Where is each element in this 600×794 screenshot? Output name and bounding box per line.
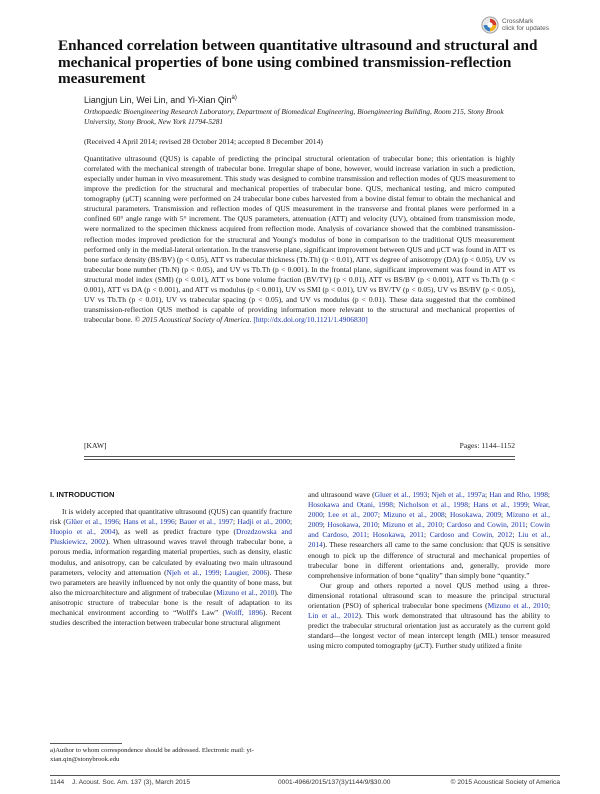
citation-link[interactable]: Mizuno et al., 2008 <box>383 510 445 520</box>
citation-link[interactable]: Njeh et al., 1997a <box>431 490 486 499</box>
column-right <box>308 490 550 652</box>
citation-link[interactable]: Hans et al., 1999 <box>473 500 528 510</box>
affiliation: Orthopaedic Bioengineering Research Laboratory, Department of Biomedical Engineering, Bioengineering Building, Room 215, Stony Brook University, Stony Brook, New York 11794-5281 <box>84 107 504 126</box>
citation-link[interactable]: Han and Rho, 1998 <box>489 490 548 499</box>
footnote-rule <box>50 743 122 744</box>
intro-paragraph-1: It is widely accepted that quantitative ultrasound (QUS) can quantify fracture risk (Glüer et al., 1996; Hans et al., 1996; Bauer et al., 1997; Hadji et al., 2000; Huopio et al., 2004), as well as predict fracture type (Drozdzowska and Pluskiewicz, 2002). When ultrasound waves travel through trabecular bone, a porous media, information regarding material properties, such as density, elastic modulus, and anisotropy, can be calculated by evaluating two main ultrasound parameters, velocity and attenuation (Njeh et al., 1999; Laugier, 2006). These two parameters are heavily influenced by not only the quantity of bone mass, but also the microarchitecture and alignment of trabeculae (Mizuno et al., 2010). The anisotropic structure of trabecular bone is the result of adaptation to its mechanical environment according to “Wolff's Law” (Wolff, 1896). Recent studies described the interaction between trabecular bone structural alignment <box>50 507 293 628</box>
received-dates: (Received 4 April 2014; revised 28 October 2014; accepted 8 December 2014) <box>84 137 323 146</box>
citation-link[interactable]: Glüer et al., 1996 <box>65 517 119 527</box>
abstract-body: Quantitative ultrasound (QUS) is capable of predicting the principal structural orientation of trabecular bone; this orientation is highly correlated with the mechanical strength of trabecular bone. Irregular shape of bone, however, would increase variation in such a prediction, especially under human in vivo measurement. This study was designed to combine transmission and reflection modes of QUS measurement to improve the prediction for the structural and mechanical properties of trabecular bone. QUS, mechanical testing, and micro computed tomography (μCT) scanning were performed on 24 trabecular bone cubes harvested from a bovine distal femur to obtain the mechanical and structural parameters. Transmission and reflection modes of QUS measurement in the transverse and frontal planes were performed in a confined 60° angle range with 5° increment. The QUS parameters, attenuation (ATT) and velocity (UV), obtained from transmission mode, were normalized to the specimen thickness acquired from reflection mode. Analysis of covariance showed that the combined transmission-reflection modes improved prediction for the structural and Young's modulus of bone in comparison to the traditional QUS measurement performed only in the medial-lateral orientation. In the transverse plane, significant improvement between QUS and μCT was found in ATT vs bone surface density (BS/BV) (p < 0.05), ATT vs trabecular thickness (Tb.Th) (p < 0.01), ATT vs degree of anisotropy (DA) (p < 0.05), UV vs trabecular bone number (Tb.N) (p < 0.05), and UV vs Tb.Th (p < 0.001). In the frontal plane, significant improvement was found in ATT vs structural model index (SMI) (p < 0.01), ATT vs bone volume fraction (BV/TV) (p < 0.01), ATT vs BS/BV (p < 0.001), ATT vs Tb.Th (p < 0.001), ATT vs DA (p < 0.001), and ATT vs modulus (p < 0.001), UV vs SMI (p < 0.01), UV vs BV/TV (p < 0.05), UV vs BS/BV (p < 0.05), UV vs Tb.Th (p < 0.01), UV vs trabecular spacing (p < 0.05), and UV vs modulus (p < 0.01). These data suggested that the combined transmission-reflection QUS method is capable of providing information more relevant to the structural and mechanical properties of trabecular bone. <box>84 154 515 324</box>
abstract-divider-bottom <box>84 459 515 460</box>
abstract <box>84 154 515 325</box>
citation-link[interactable]: Liu et al., 2014 <box>308 530 551 550</box>
citation-link[interactable]: Hosokawa, 2011 <box>372 530 424 540</box>
article-title: Enhanced correlation between quantitative ultrasound and structural and mechanical properties of bone using combined transmission-reflection measurement <box>58 37 538 88</box>
citation-link[interactable]: Mizuno et al., 2010 <box>216 587 275 597</box>
citation-link[interactable]: Mizuno et al., 2010 <box>382 520 443 530</box>
citation-link[interactable]: Wear, 2000 <box>308 500 550 520</box>
crossmark-icon <box>481 16 499 34</box>
citation-link[interactable]: Nicholson et al., 1998 <box>398 500 468 510</box>
crossmark-badge[interactable] <box>481 14 567 36</box>
author-marker[interactable]: a) <box>231 95 237 102</box>
doi-link[interactable]: [http://dx.doi.org/10.1121/1.4906830] <box>253 315 368 324</box>
crossmark-label-line2: click for updates <box>502 25 549 32</box>
citation-link[interactable]: Hosokawa and Otani, 1998 <box>308 500 393 510</box>
abstract-copyright: © 2015 Acoustical Society of America. <box>134 315 252 324</box>
citation-link[interactable]: Bauer et al., 1997 <box>179 517 233 527</box>
authors-text: Liangjun Lin, Wei Lin, and Yi-Xian Qin <box>84 95 232 105</box>
article-code: 0001-4966/2015/137(3)/1144/9/$30.00 <box>278 779 391 786</box>
footer-copyright: © 2015 Acoustical Society of America <box>450 779 560 786</box>
citation-link[interactable]: Drozdzowska and Pluskiewicz, 2002 <box>50 527 293 547</box>
citation-link[interactable]: Gluer et al., 1993 <box>374 490 428 499</box>
intro-paragraph-2: Our group and others reported a novel QUS method using a three-dimensional rotational ultrasound scan to measure the principal structural orientation (PSO) of spherical trabecular bone specimens (Mizuno et al., 2010; Lin et al., 2012). This work demonstrated that ultrasound has the ability to predict the trabecular structural orientation just as accurately as the current gold standard—the longest vector of mean intercept length (MIL) tensor measured using micro computed tomography (μCT). Further study utilized a finite <box>308 580 550 651</box>
citation-link[interactable]: Lin et al., 2012 <box>308 611 359 621</box>
intro-paragraph-1-continued: and ultrasound wave (Gluer et al., 1993; Njeh et al., 1997a; Han and Rho, 1998; Hosokawa and Otani, 1998; Nicholson et al., 1998; Hans et al., 1999; Wear, 2000; Lee et al., 2007; Mizuno et al., 2008; Hosokawa, 2009; Mizuno et al., 2009; Hosokawa, 2010; Mizuno et al., 2010; Cardoso and Cowin, 2011; Cowin and Cardoso, 2011; Hosokawa, 2011; Cardoso and Cowin, 2012; Liu et al., 2014). These researchers all came to the same conclusion: that QUS is sensitive enough to pick up the difference of structural and mechanical properties of trabecular bone in different orientations and, generally, provide more comprehensive information of bone “quality” than simply bone “quantity.” <box>308 490 551 580</box>
page-range: Pages: 1144–1152 <box>459 441 515 450</box>
citation-link[interactable]: Lee et al., 2007 <box>328 510 378 520</box>
citation-link[interactable]: Cardoso and Cowin, 2012 <box>429 530 513 540</box>
column-left <box>50 490 292 628</box>
citation-link[interactable]: Mizuno et al., 2010 <box>487 601 548 611</box>
citation-link[interactable]: Hans et al., 1996 <box>123 517 175 527</box>
citation-link[interactable]: Cowin and Cardoso, 2011 <box>308 520 550 540</box>
citation-link[interactable]: Hadji et al., 2000 <box>237 517 290 527</box>
crossmark-label-line1: CrossMark <box>502 18 534 25</box>
citation-link[interactable]: Laugier, 2006 <box>224 567 268 577</box>
footer-rule <box>50 775 560 776</box>
citation-link[interactable]: Wolff, 1896 <box>225 608 263 618</box>
citation-link[interactable]: Hosokawa, 2009 <box>450 510 502 520</box>
correspondence-footnote: a)Author to whom correspondence should be addressed. Electronic mail: yi-xian.qin@stonybrook.edu <box>50 747 254 763</box>
section-heading: I. INTRODUCTION <box>50 490 115 499</box>
citation-link[interactable]: Huopio et al., 2004 <box>50 527 116 537</box>
page-number: 1144 <box>50 779 65 786</box>
crossmark-label <box>502 18 549 32</box>
citation-link[interactable]: Hosokawa, 2010 <box>327 520 378 530</box>
citation-link[interactable]: Mizuno et al., 2009 <box>308 510 551 530</box>
citation-link[interactable]: Njeh et al., 1999 <box>166 567 220 577</box>
citation-link[interactable]: Cardoso and Cowin, 2011 <box>446 520 526 530</box>
author-list <box>84 95 237 105</box>
journal-citation: J. Acoust. Soc. Am. 137 (3), March 2015 <box>72 779 191 786</box>
editor-initials: [KAW] <box>84 441 107 450</box>
abstract-divider-top <box>84 456 515 457</box>
